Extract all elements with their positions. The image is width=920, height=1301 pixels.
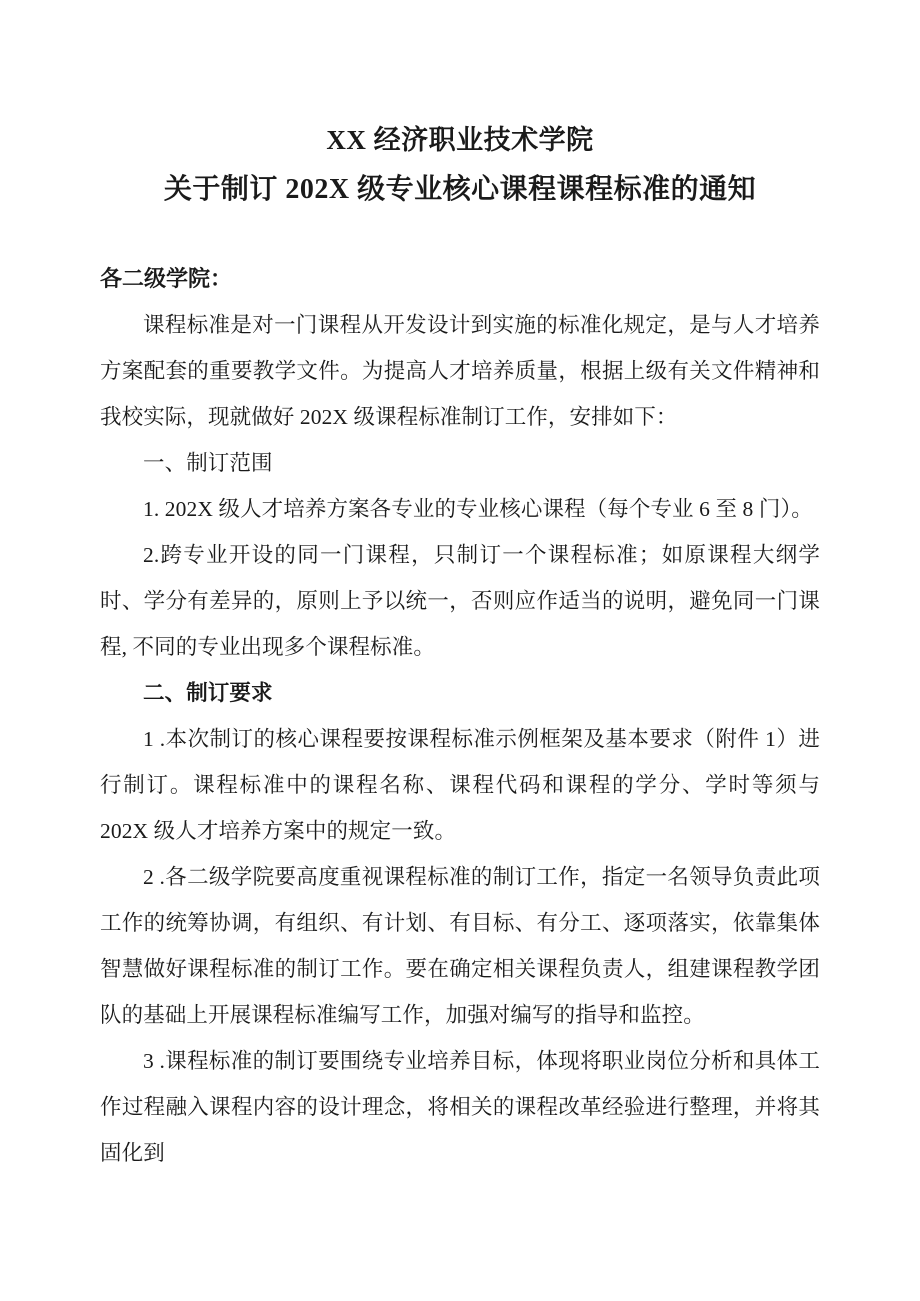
paragraph-intro: 课程标准是对一门课程从开发设计到实施的标准化规定，是与人才培养方案配套的重要教学文件。为提高人才培养质量，根据上级有关文件精神和我校实际，现就做好 202X 级课程标准制订工作，安排如下：: [100, 313, 820, 429]
list-item-requirement-3: 3 .课程标准的制订要围绕专业培养目标，体现将职业岗位分析和具体工作过程融入课程内容的设计理念，将相关的课程改革经验进行整理，并将其固化到: [100, 1049, 820, 1165]
issuing-organization-title: XX 经济职业技术学院: [326, 125, 594, 155]
document-body: [100, 0, 820, 1176]
list-item-scope-1: 1. 202X 级人才培养方案各专业的专业核心课程（每个专业 6 至 8 门）。: [143, 497, 813, 521]
section-heading-scope: 一、制订范围: [143, 451, 273, 475]
notice-subject-title: 关于制订 202X 级专业核心课程课程标准的通知: [163, 174, 757, 205]
list-item-scope-2: 2.跨专业开设的同一门课程，只制订一个课程标准；如原课程大纲学时、学分有差异的，原则上予以统一，否则应作适当的说明，避免同一门课程, 不同的专业出现多个课程标准。: [100, 543, 820, 659]
list-item-requirement-1: 1 .本次制订的核心课程要按课程标准示例框架及基本要求（附件 1）进行制订。课程标准中的课程名称、课程代码和课程的学分、学时等须与 202X 级人才培养方案中的规定一致。: [100, 727, 820, 843]
salutation: 各二级学院：: [100, 266, 233, 291]
section-heading-requirements: 二、制订要求: [143, 681, 273, 705]
document-title-block: [100, 0, 820, 212]
list-item-requirement-2: 2 .各二级学院要高度重视课程标准的制订工作，指定一名领导负责此项工作的统筹协调，有组织、有计划、有目标、有分工、逐项落实，依靠集体智慧做好课程标准的制订工作。要在确定相关课程负责人，组建课程教学团队的基础上开展课程标准编写工作，加强对编写的指导和监控。: [100, 865, 820, 1027]
